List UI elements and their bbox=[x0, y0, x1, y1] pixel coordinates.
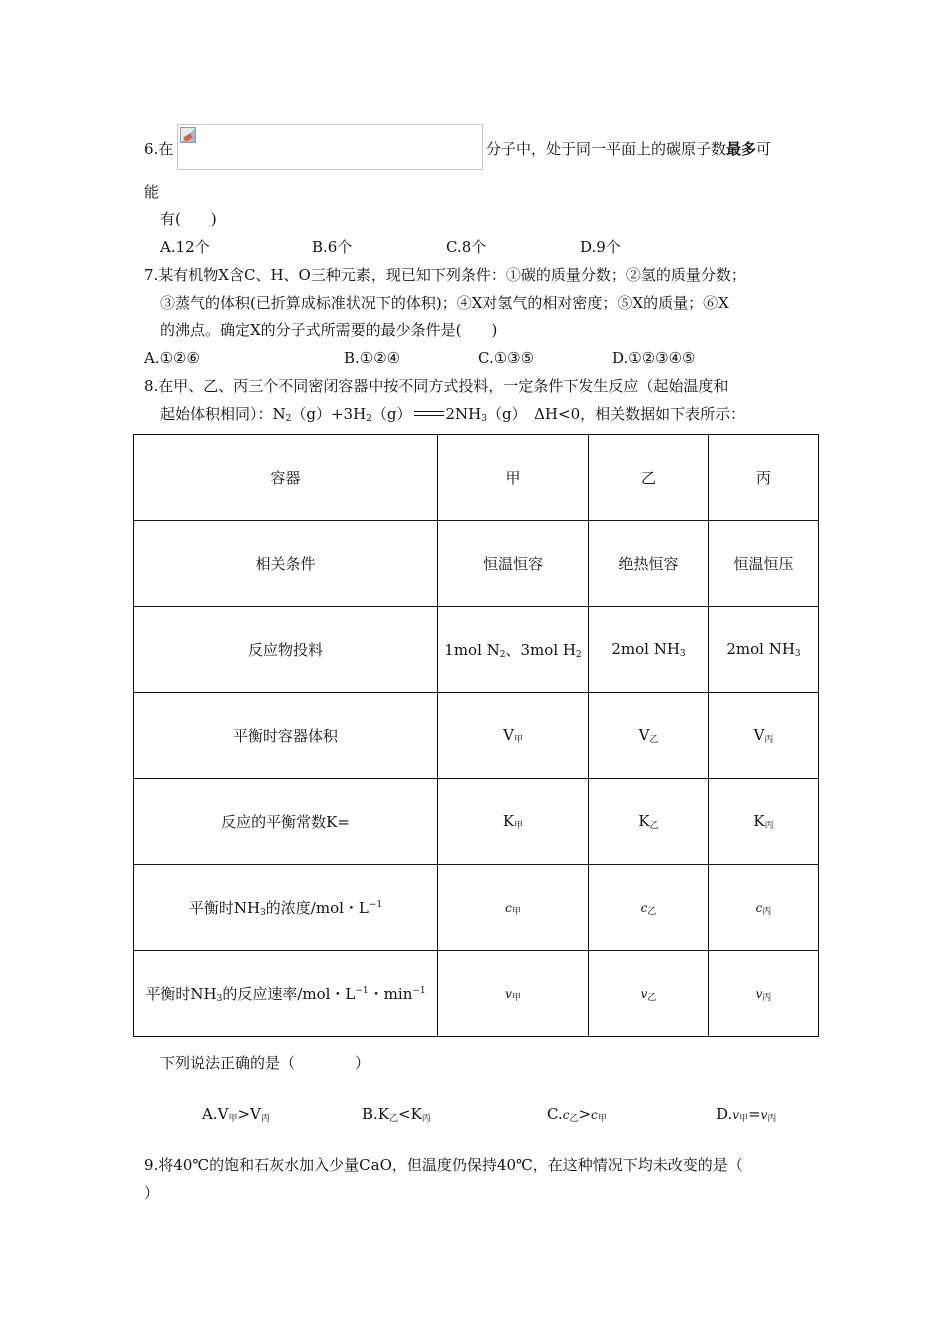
q8-eq-part: （g）+3H bbox=[291, 405, 367, 423]
q6-option-c: C.8个 bbox=[446, 238, 487, 256]
table-cell bbox=[589, 951, 709, 1037]
table-header-cell: 容器 bbox=[134, 435, 438, 521]
cell-text: 的浓度/mol・L bbox=[265, 899, 369, 917]
opt-text: >V bbox=[237, 1105, 261, 1123]
cell-text: c bbox=[505, 901, 512, 915]
cell-text: 1mol N bbox=[444, 641, 500, 659]
subscript: 丙 bbox=[260, 1114, 270, 1124]
q7-option-c: C.①③⑤ bbox=[478, 349, 535, 367]
subscript: 乙 bbox=[389, 1114, 399, 1124]
table-cell bbox=[709, 865, 819, 951]
table-cell: 绝热恒容 bbox=[589, 521, 709, 607]
opt-text: <K bbox=[398, 1105, 422, 1123]
table-row bbox=[134, 779, 819, 865]
q6-stem bbox=[486, 139, 771, 159]
cell-text: V bbox=[753, 726, 765, 744]
table-header-cell: 丙 bbox=[709, 435, 819, 521]
cell-text: V bbox=[503, 726, 514, 744]
table-cell bbox=[589, 607, 709, 693]
table-cell bbox=[589, 693, 709, 779]
subscript: 乙 bbox=[647, 907, 657, 917]
table-cell: 反应的平衡常数K= bbox=[134, 779, 438, 865]
table-row bbox=[134, 521, 819, 607]
q7-option-a: A.①②⑥ bbox=[144, 349, 200, 367]
opt-text: = bbox=[748, 1105, 761, 1123]
opt-text: A.V bbox=[202, 1105, 229, 1123]
table-cell bbox=[438, 693, 589, 779]
table-cell: 反应物投料 bbox=[134, 607, 438, 693]
q8-equation-line bbox=[160, 404, 745, 429]
q8-option-a bbox=[202, 1104, 270, 1129]
subscript: 2 bbox=[575, 650, 582, 660]
cell-text: c bbox=[755, 901, 763, 915]
q8-eq-part: 起始体积相同）：N bbox=[160, 405, 286, 423]
opt-text: c bbox=[562, 1108, 570, 1122]
q6-stem-text: 分子中，处于同一平面上的碳原子数 bbox=[486, 140, 727, 158]
cell-text: K bbox=[753, 812, 765, 830]
table-cell bbox=[438, 865, 589, 951]
table-header-cell: 甲 bbox=[438, 435, 589, 521]
cell-text: 2mol NH bbox=[726, 640, 795, 658]
subscript: 甲 bbox=[597, 1114, 607, 1124]
subscript: 丙 bbox=[767, 1114, 777, 1124]
q6-prefix: 6.在 bbox=[144, 140, 174, 158]
subscript: 2 bbox=[285, 414, 292, 424]
broken-image-icon bbox=[180, 127, 196, 143]
subscript: 乙 bbox=[649, 821, 659, 831]
q9-line2: ） bbox=[144, 1184, 160, 1202]
opt-text: B.K bbox=[362, 1105, 389, 1123]
table-cell bbox=[134, 865, 438, 951]
cell-text: 平衡时NH bbox=[145, 985, 217, 1003]
superscript: −1 bbox=[412, 986, 426, 996]
q8-data-table bbox=[133, 434, 819, 1037]
table-cell bbox=[709, 607, 819, 693]
table-cell bbox=[709, 693, 819, 779]
subscript: 乙 bbox=[649, 735, 659, 745]
subscript: 3 bbox=[216, 994, 223, 1004]
cell-text: v bbox=[640, 987, 648, 1001]
subscript: 甲 bbox=[228, 1114, 238, 1124]
table-cell bbox=[709, 779, 819, 865]
table-cell bbox=[438, 607, 589, 693]
table-cell bbox=[589, 779, 709, 865]
table-cell: 相关条件 bbox=[134, 521, 438, 607]
q7-option-d: D.①②③④⑤ bbox=[612, 349, 696, 367]
q6-option-a: A.12个 bbox=[160, 238, 210, 256]
subscript: 3 bbox=[794, 649, 801, 659]
cell-text: K bbox=[638, 812, 650, 830]
subscript: 3 bbox=[481, 414, 487, 424]
table-cell bbox=[589, 865, 709, 951]
q7-line1: 7.某有机物X含C、H、O三种元素，现已知下列条件：①碳的质量分数；②氢的质量分数； bbox=[144, 266, 746, 284]
table-cell bbox=[709, 951, 819, 1037]
opt-text: c bbox=[591, 1108, 598, 1122]
q6-line3: 有( ) bbox=[160, 210, 217, 228]
opt-text: D. bbox=[716, 1105, 733, 1123]
q7-option-b: B.①②④ bbox=[344, 349, 401, 367]
cell-text: 平衡时NH bbox=[188, 899, 261, 917]
q6-emphasis: 最多 bbox=[726, 140, 757, 158]
subscript: 3 bbox=[679, 649, 686, 659]
superscript: −1 bbox=[368, 900, 383, 910]
q8-option-c bbox=[547, 1104, 607, 1129]
table-header-cell: 乙 bbox=[589, 435, 709, 521]
q7-line2: ③蒸气的体积(已折算成标准状况下的体积)；④X对氢气的相对密度；⑤X的质量；⑥X bbox=[160, 294, 729, 312]
table-cell bbox=[134, 951, 438, 1037]
subscript: 3 bbox=[260, 908, 266, 918]
table-row bbox=[134, 865, 819, 951]
subscript: 2 bbox=[499, 650, 506, 660]
table-cell bbox=[438, 951, 589, 1037]
cell-text: V bbox=[638, 726, 650, 744]
q9-line1: 9.将40℃的饱和石灰水加入少量CaO，但温度仍保持40℃，在这种情况下均未改变的是（ bbox=[144, 1156, 743, 1174]
cell-text: ・min bbox=[368, 985, 413, 1003]
subscript: 丙 bbox=[764, 735, 774, 745]
subscript: 甲 bbox=[511, 907, 521, 917]
subscript: 2 bbox=[366, 414, 372, 424]
q8-question: 下列说法正确的是（ ） bbox=[160, 1054, 371, 1072]
opt-text: v bbox=[760, 1108, 768, 1122]
q6-option-b: B.6个 bbox=[312, 238, 353, 256]
q8-line1: 8.在甲、乙、丙三个不同密闭容器中按不同方式投料，一定条件下发生反应（起始温度和 bbox=[144, 377, 729, 395]
subscript: 乙 bbox=[569, 1114, 579, 1124]
cell-text: K bbox=[502, 812, 515, 830]
table-cell: 平衡时容器体积 bbox=[134, 693, 438, 779]
subscript: 甲 bbox=[513, 735, 523, 745]
table-cell: 恒温恒容 bbox=[438, 521, 589, 607]
table-row bbox=[134, 607, 819, 693]
superscript: −1 bbox=[355, 986, 369, 996]
q6-line2: 能 bbox=[144, 183, 160, 201]
subscript: 丙 bbox=[421, 1114, 431, 1124]
cell-text: 、3mol H bbox=[505, 641, 576, 659]
subscript: 乙 bbox=[647, 993, 657, 1003]
cell-text: 的反应速率/mol・L bbox=[222, 985, 356, 1003]
subscript: 丙 bbox=[762, 907, 772, 917]
q6-option-d: D.9个 bbox=[580, 238, 621, 256]
subscript: 甲 bbox=[514, 821, 524, 831]
opt-text: v bbox=[732, 1108, 740, 1122]
q8-option-d bbox=[716, 1104, 776, 1129]
table-row bbox=[134, 951, 819, 1037]
cell-text: c bbox=[640, 901, 648, 915]
q8-eq-part: 2NH bbox=[445, 405, 482, 423]
cell-text: v bbox=[505, 987, 512, 1001]
subscript: 丙 bbox=[762, 993, 772, 1003]
opt-text: > bbox=[578, 1105, 592, 1123]
q8-eq-part: （g） bbox=[371, 405, 412, 423]
table-row bbox=[134, 435, 819, 521]
cell-text: 2mol NH bbox=[611, 640, 680, 658]
table-row bbox=[134, 693, 819, 779]
table-cell bbox=[438, 779, 589, 865]
molecule-image bbox=[177, 124, 483, 170]
equilibrium-arrow-icon bbox=[412, 409, 446, 417]
q8-eq-part: （g） ΔH<0，相关数据如下表所示： bbox=[487, 405, 746, 423]
opt-text: C. bbox=[547, 1105, 563, 1123]
subscript: 丙 bbox=[764, 821, 774, 831]
cell-text: v bbox=[755, 987, 763, 1001]
subscript: 甲 bbox=[739, 1114, 749, 1124]
q6-stem-end: 可 bbox=[756, 140, 772, 158]
subscript: 甲 bbox=[511, 993, 521, 1003]
q7-line3: 的沸点。确定X的分子式所需要的最少条件是( ) bbox=[160, 321, 498, 339]
table-cell: 恒温恒压 bbox=[709, 521, 819, 607]
q8-option-b bbox=[362, 1104, 431, 1129]
